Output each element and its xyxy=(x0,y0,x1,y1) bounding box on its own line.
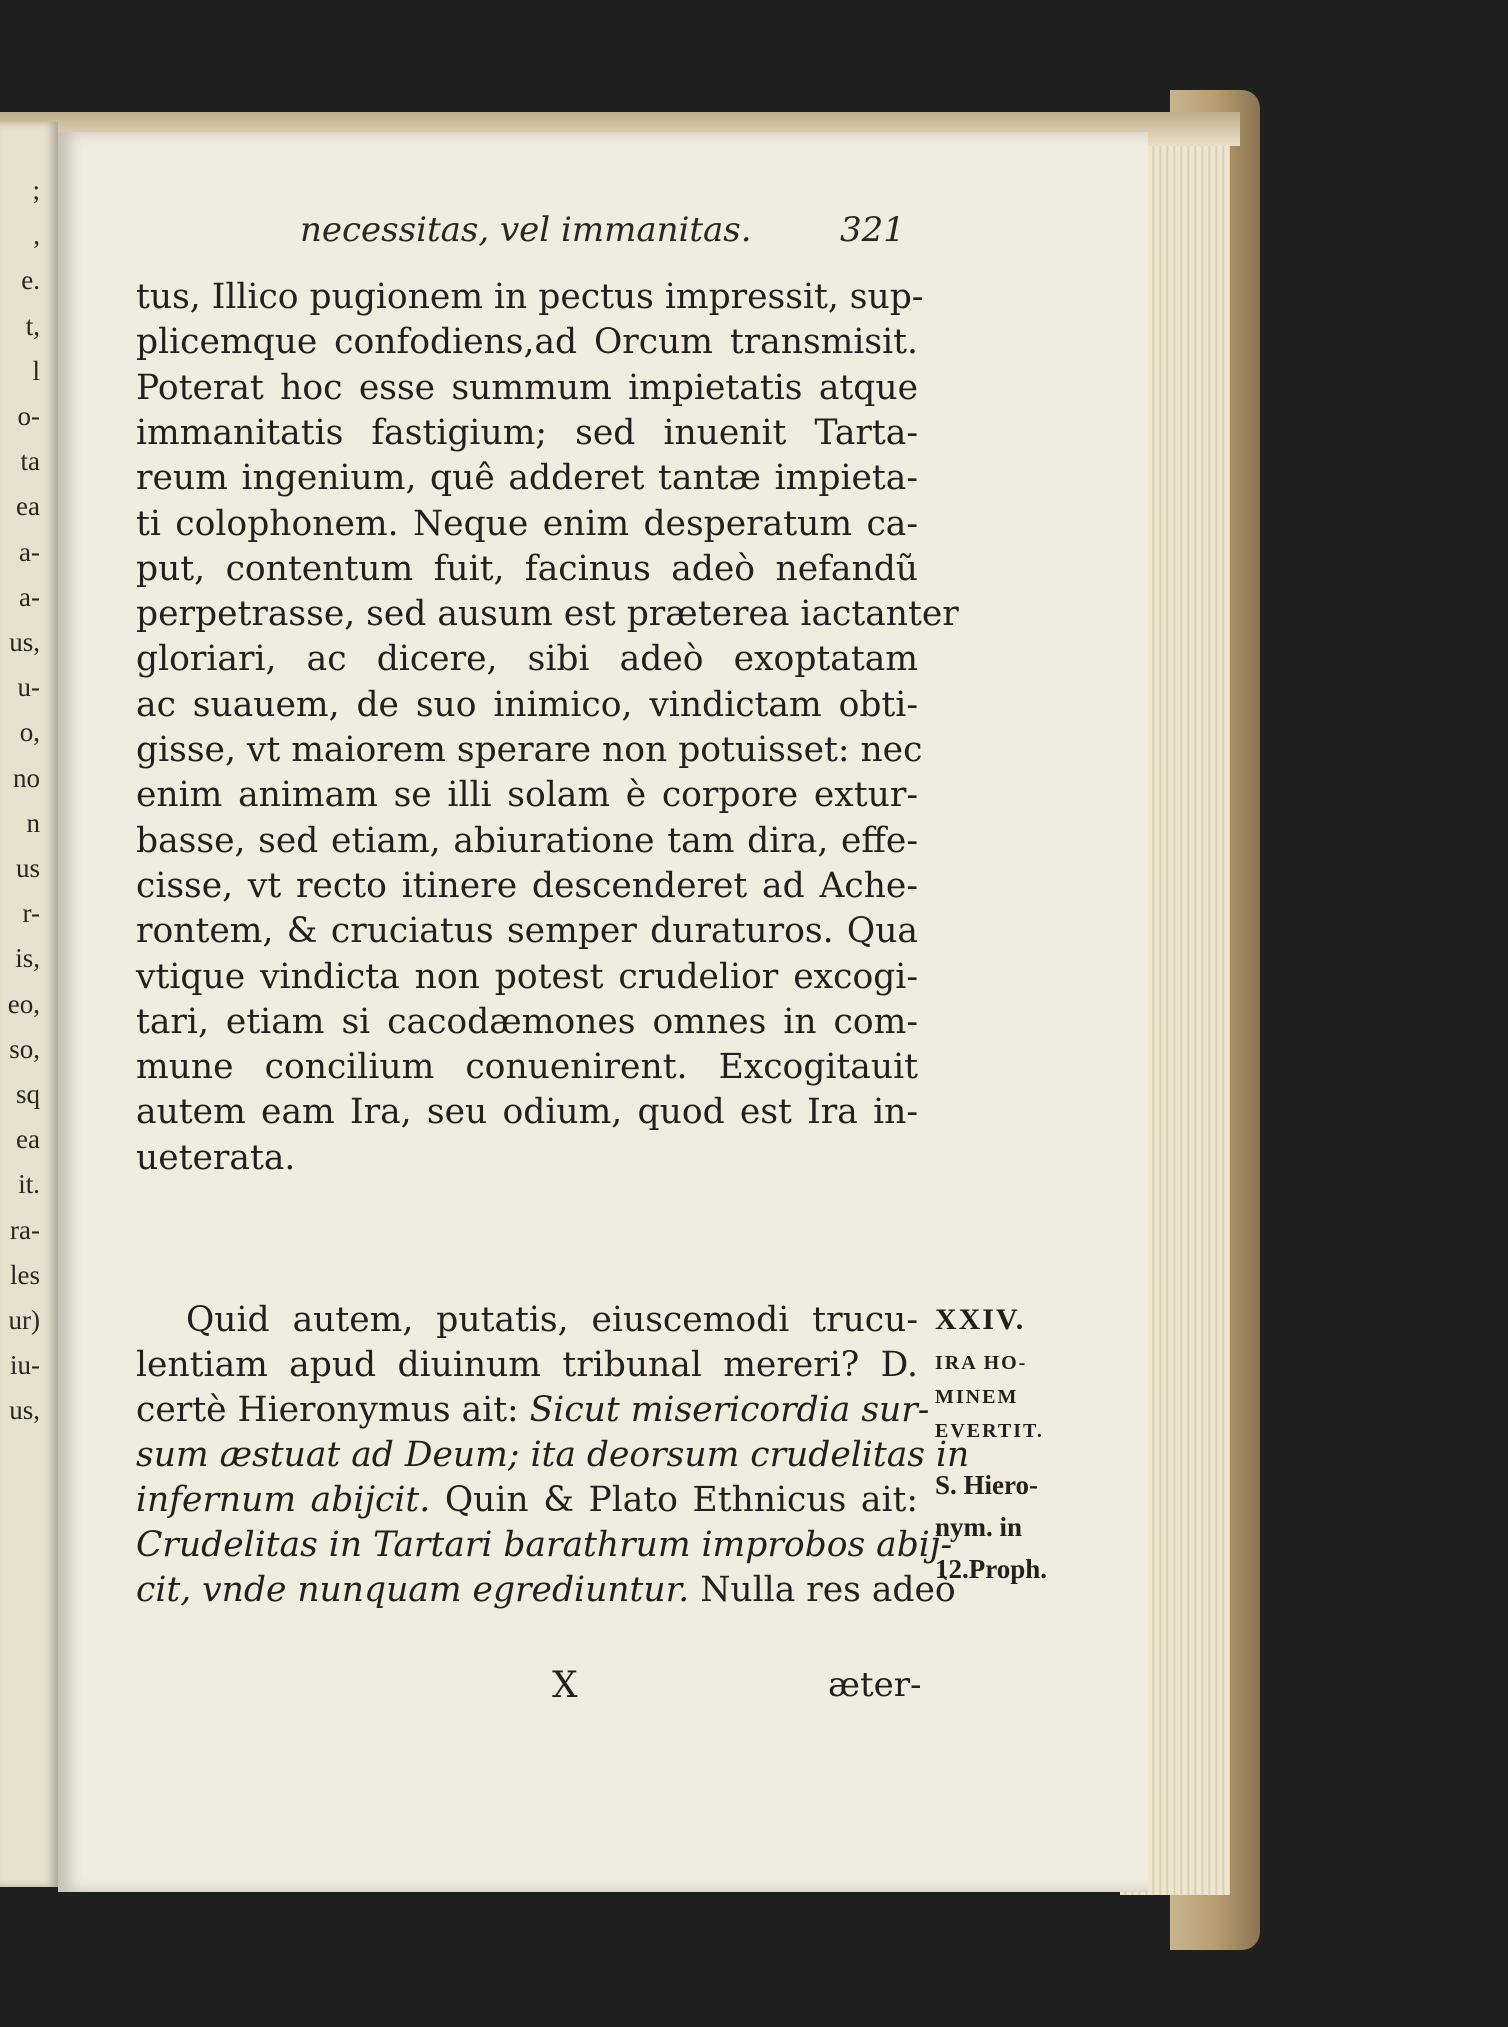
left-page-fragment: n xyxy=(26,807,40,838)
catchword: æter- xyxy=(828,1665,922,1705)
body-line: reum ingenium, quê adderet tantæ impieta- xyxy=(136,458,918,499)
left-page-fragment: sq xyxy=(15,1079,40,1109)
left-page-fragment: , xyxy=(33,220,40,251)
paragraph-line xyxy=(136,1478,918,1522)
quotation-italic: Sicut misericordia sur- xyxy=(529,1390,930,1430)
left-page-fragment: ea xyxy=(16,491,40,522)
body-line: rontem, & cruciatus semper duraturos. Qua xyxy=(136,911,918,952)
body-line: tari, etiam si cacodæmones omnes in com- xyxy=(136,1001,918,1042)
quotation-italic: sum æstuat ad Deum; ita deorsum crudelitas in xyxy=(136,1435,970,1475)
quotation-italic: infernum abijcit. xyxy=(136,1480,431,1520)
margin-summary-line: IRA HO- xyxy=(935,1352,1028,1374)
body-line: perpetrasse, sed ausum est præterea iactanter xyxy=(136,594,959,635)
left-page-fragment: ta xyxy=(20,446,40,477)
text-roman: certè Hieronymus ait: xyxy=(136,1390,519,1430)
body-line: tus, Illico pugionem in pectus impressit, sup- xyxy=(136,277,924,317)
left-page-fragment: t, xyxy=(25,310,40,341)
quotation-italic: cit, vnde nunquam egrediuntur. xyxy=(136,1570,690,1610)
margin-reference: 12.Proph. xyxy=(935,1554,1048,1584)
left-page-fragment: is, xyxy=(15,943,40,974)
body-line: basse, sed etiam, abiuratione tam dira, effe- xyxy=(136,820,918,861)
paragraph-line xyxy=(136,1523,953,1567)
left-page-fragment: a- xyxy=(19,581,40,612)
body-line: Poterat hoc esse summum impietatis atque xyxy=(136,367,918,408)
body-line: vtique vindicta non potest crudelior excogi- xyxy=(136,956,918,997)
left-page-fragment: ur) xyxy=(8,1305,40,1335)
body-line: gisse, vt maiorem sperare non potuisset: nec xyxy=(136,730,923,770)
left-page-fragment: us, xyxy=(9,1395,40,1426)
left-page-fragment: eo, xyxy=(7,988,40,1019)
left-page-fragment: us, xyxy=(9,627,40,657)
left-page-fragment: ; xyxy=(32,175,40,205)
margin-reference: S. Hiero- xyxy=(935,1470,1038,1500)
margin-summary-line: MINEM xyxy=(935,1386,1019,1408)
page-header xyxy=(0,210,1508,260)
page-number: 321 xyxy=(840,210,905,250)
left-page-fragment: iu- xyxy=(10,1350,40,1381)
paragraph-line: lentiam apud diuinum tribunal mereri? D. xyxy=(136,1345,918,1385)
text-roman: Nulla res adeò xyxy=(700,1570,956,1610)
left-page-fragment: e. xyxy=(21,265,40,296)
margin-chapter-number: XXIV. xyxy=(935,1303,1026,1336)
body-line: ac suauem, de suo inimico, vindictam obti- xyxy=(136,684,918,725)
paragraph-line xyxy=(136,1388,930,1432)
paragraph-line: Quid autem, putatis, eiuscemodi trucu- xyxy=(186,1300,918,1340)
paragraph-line xyxy=(136,1433,970,1477)
margin-reference: nym. in xyxy=(935,1512,1023,1542)
left-page-fragment: o- xyxy=(17,401,40,431)
left-page-fragment: ra- xyxy=(10,1214,40,1245)
text-roman: Quin & Plato Ethnicus ait: xyxy=(444,1480,918,1520)
body-line: immanitatis fastigium; sed inuenit Tarta- xyxy=(136,412,918,453)
left-page-fragment: l xyxy=(32,355,40,386)
left-page-fragment: it. xyxy=(18,1169,40,1200)
left-page-fragment: r- xyxy=(22,898,40,929)
left-page-fragment: u- xyxy=(17,672,40,703)
left-page-fragment: o, xyxy=(19,717,40,748)
body-line: ueterata. xyxy=(136,1137,296,1178)
left-page-fragment: ea xyxy=(16,1124,40,1155)
body-line: ti colophonem. Neque enim desperatum ca- xyxy=(136,503,918,544)
body-line: cisse, vt recto itinere descenderet ad Ache- xyxy=(136,865,918,906)
body-line: mune concilium conuenirent. Excogitauit xyxy=(136,1047,918,1088)
body-line: plicemque confodiens,ad Orcum transmisit. xyxy=(136,322,918,363)
body-line: gloriari, ac dicere, sibi adeò exoptatam xyxy=(136,639,918,680)
left-page-fragment: us xyxy=(15,853,40,883)
body-line: autem eam Ira, seu odium, quod est Ira in- xyxy=(136,1092,918,1133)
left-page-fragment: a- xyxy=(19,536,40,567)
body-line: enim animam se illi solam è corpore extur- xyxy=(136,775,918,816)
left-page-fragment: so, xyxy=(9,1033,40,1064)
signature-mark: X xyxy=(552,1665,578,1706)
margin-summary-line: EVERTIT. xyxy=(935,1420,1044,1442)
left-page-fragment: les xyxy=(10,1259,40,1290)
paragraph-line xyxy=(136,1568,956,1612)
left-page-fragment: no xyxy=(13,762,40,793)
body-line: put, contentum fuit, facinus adeò nefandũ xyxy=(136,548,918,589)
left-page-sliver xyxy=(0,122,58,1887)
quotation-italic: Crudelitas in Tartari barathrum improbos abij- xyxy=(136,1525,953,1565)
running-title: necessitas, vel immanitas. xyxy=(300,210,752,250)
